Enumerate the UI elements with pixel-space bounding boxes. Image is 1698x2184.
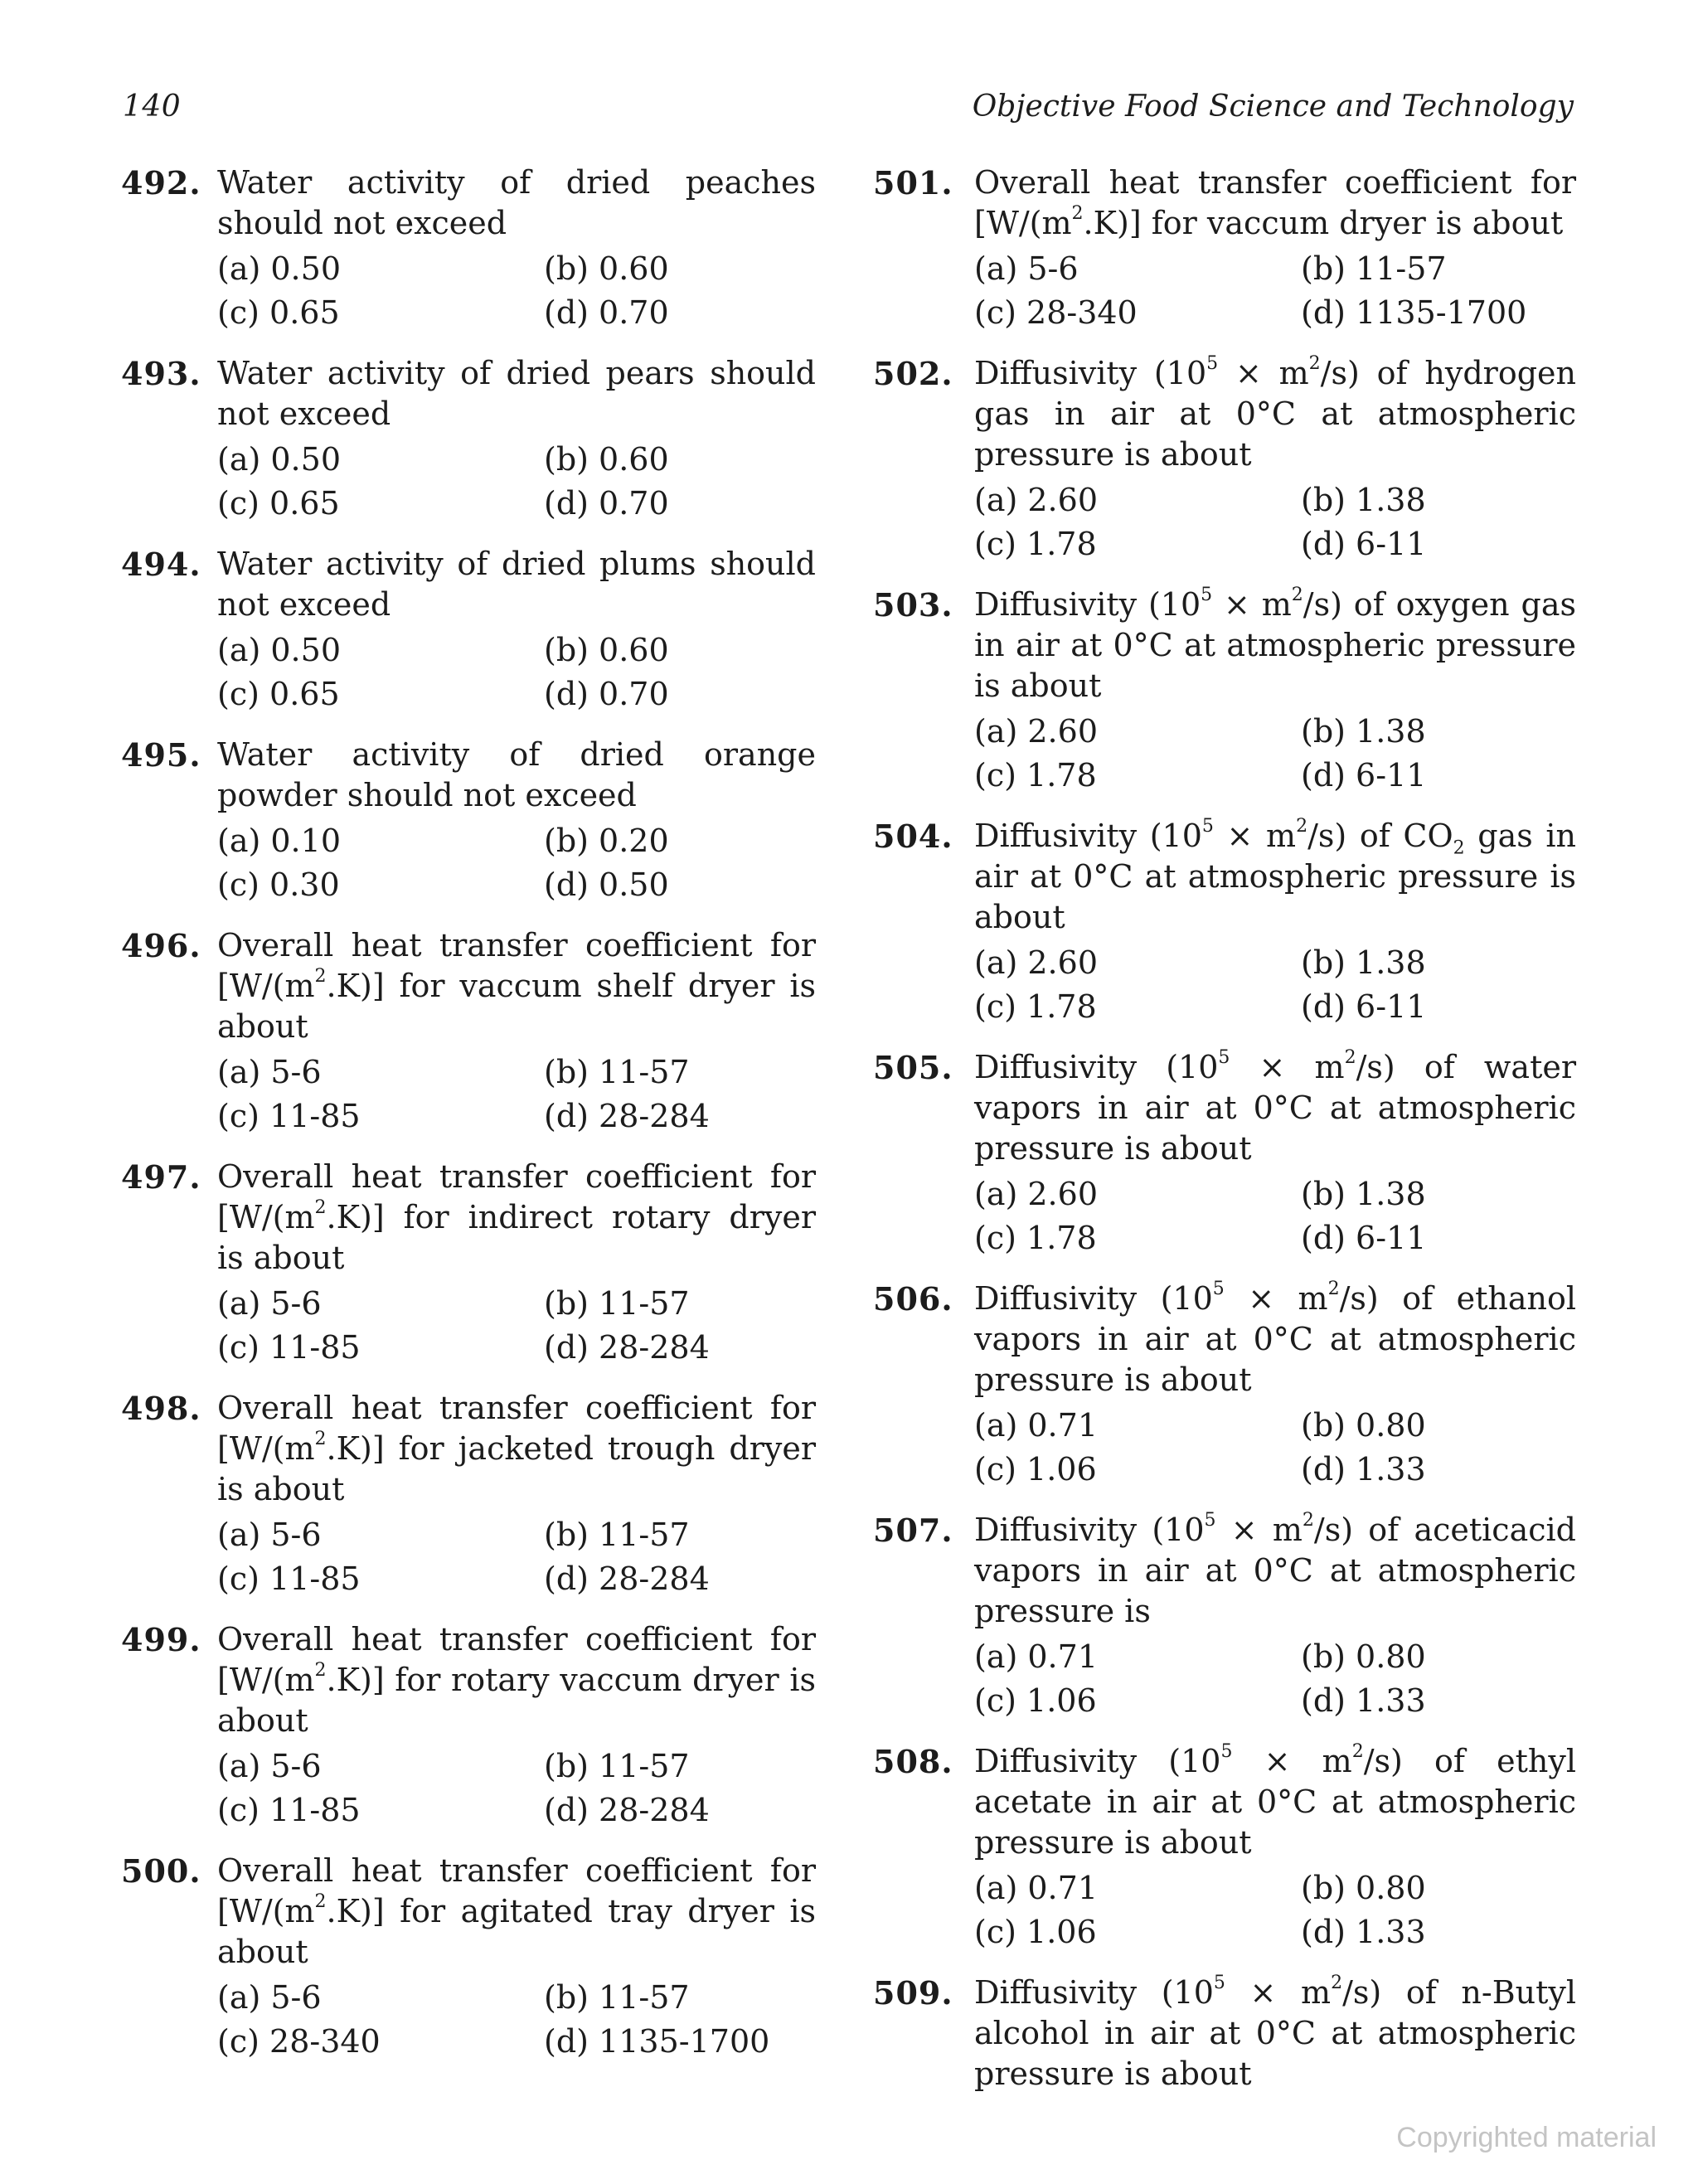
- question-text: Overall heat transfer coefficient for $[W/(m^2.K)]$ for agitated tray dryer is about: [217, 1852, 816, 1970]
- question-number: 509.: [873, 1974, 953, 2012]
- answer-options: [217, 819, 816, 907]
- option-b: (b) 1.38: [1301, 1176, 1426, 1212]
- question-number: 502.: [873, 355, 953, 392]
- option-c: (c) 1.06: [974, 1682, 1097, 1719]
- question-item: [121, 1388, 816, 1601]
- option-d: (d) 0.70: [544, 294, 669, 331]
- option-d: (d) 0.70: [544, 485, 669, 522]
- question-item: [873, 1279, 1576, 1492]
- option-b: (b) 0.60: [544, 441, 669, 478]
- option-b: (b) 11-57: [1301, 250, 1447, 287]
- question-text: Diffusivity $(10^5 \times m^2/s)$ of ethanol vapors in air at 0°C at atmospheric pressure is about: [974, 1279, 1577, 1398]
- question-number: 506.: [873, 1280, 953, 1318]
- question-number: 505.: [873, 1049, 953, 1086]
- question-item: [873, 585, 1576, 798]
- option-b: (b) 11-57: [544, 1979, 690, 2016]
- option-c: (c) 0.65: [217, 294, 340, 331]
- question-number: 501.: [873, 164, 953, 201]
- option-a: (a) 2.60: [974, 482, 1098, 518]
- option-a: (a) 2.60: [974, 1176, 1098, 1212]
- question-text: Overall heat transfer coefficient for $[W/(m^2.K)]$ for indirect rotary dryer is about: [217, 1158, 816, 1276]
- question-item: [121, 1851, 816, 2064]
- option-a: (a) 5-6: [217, 1748, 322, 1784]
- option-a: (a) 0.10: [217, 823, 341, 859]
- watermark: Copyrighted material: [1396, 2122, 1657, 2153]
- question-text: Diffusivity $(10^5 \times m^2/s)$ of water vapors in air at 0°C at atmospheric pressure is about: [974, 1047, 1576, 1167]
- question-item: [121, 925, 816, 1138]
- option-b: (b) 1.38: [1301, 944, 1426, 981]
- page-number: 140: [123, 90, 182, 124]
- option-c: (c) 1.78: [974, 757, 1097, 794]
- option-d: (d) 28-284: [544, 1560, 710, 1597]
- answer-options: [974, 710, 1576, 798]
- option-b: (b) 11-57: [544, 1285, 690, 1322]
- answer-options: [974, 1172, 1576, 1260]
- option-a: (a) 0.50: [217, 632, 341, 668]
- option-d: (d) 6-11: [1301, 526, 1427, 562]
- option-d: (d) 1.33: [1301, 1682, 1426, 1719]
- option-d: (d) 1135-1700: [544, 2023, 770, 2060]
- question-number: 503.: [873, 586, 953, 624]
- option-a: (a) 0.71: [974, 1638, 1098, 1675]
- option-c: (c) 11-85: [217, 1098, 361, 1134]
- option-b: (b) 11-57: [544, 1054, 690, 1090]
- question-number: 495.: [121, 736, 201, 774]
- option-d: (d) 6-11: [1301, 1220, 1427, 1256]
- option-a: (a) 2.60: [974, 713, 1098, 750]
- option-a: (a) 5-6: [217, 1054, 322, 1090]
- option-c: (c) 0.30: [217, 866, 340, 903]
- question-number: 498.: [121, 1390, 201, 1427]
- question-item: [121, 544, 816, 716]
- answer-options: [217, 1282, 816, 1370]
- option-c: (c) 1.78: [974, 988, 1097, 1025]
- answer-options: [217, 438, 816, 526]
- option-c: (c) 1.78: [974, 526, 1097, 562]
- question-text: Overall heat transfer coefficient for $[W/(m^2.K)]$ for rotary vaccum dryer is about: [217, 1621, 816, 1739]
- question-item: [121, 163, 816, 335]
- option-a: (a) 0.71: [974, 1870, 1098, 1906]
- question-item: [873, 816, 1576, 1029]
- option-b: (b) 0.20: [544, 823, 669, 859]
- question-item: [121, 1157, 816, 1370]
- option-d: (d) 6-11: [1301, 757, 1427, 794]
- question-text: Diffusivity $(10^5 \times m^2/s)$ of aceticacid vapors in air at 0°C at atmospheric pressure is: [974, 1510, 1576, 1629]
- answer-options: [974, 941, 1576, 1029]
- option-d: (d) 1135-1700: [1301, 294, 1527, 331]
- book-title: Objective Food Science and Technology: [972, 90, 1574, 124]
- question-text: Overall heat transfer coefficient for $[W/(m^2.K)]$ for jacketed trough dryer is about: [217, 1390, 816, 1507]
- question-text: Overall heat transfer coefficient for $[W/(m^2.K)]$ for vaccum dryer is about: [974, 164, 1576, 241]
- option-b: (b) 11-57: [544, 1748, 690, 1784]
- question-item: [121, 353, 816, 526]
- option-a: (a) 5-6: [974, 250, 1079, 287]
- option-c: (c) 1.06: [974, 1914, 1097, 1950]
- option-a: (a) 2.60: [974, 944, 1098, 981]
- answer-options: [217, 1513, 816, 1601]
- option-c: (c) 11-85: [217, 1560, 361, 1597]
- right-column: [873, 163, 1576, 2113]
- answer-options: [974, 247, 1576, 335]
- option-c: (c) 0.65: [217, 676, 340, 712]
- option-c: (c) 28-340: [974, 294, 1138, 331]
- question-number: 499.: [121, 1621, 201, 1658]
- question-number: 494.: [121, 546, 201, 583]
- option-a: (a) 0.50: [217, 250, 341, 287]
- answer-options: [217, 247, 816, 335]
- question-text: Diffusivity $(10^5 \times m^2/s)$ of n-Butyl alcohol in air at 0°C at atmospheric pressure is about: [974, 1973, 1576, 2092]
- option-d: (d) 1.33: [1301, 1451, 1426, 1488]
- question-number: 497.: [121, 1158, 201, 1196]
- question-number: 507.: [873, 1512, 953, 1549]
- option-d: (d) 0.70: [544, 676, 669, 712]
- question-text: Diffusivity $(10^5 \times m^2/s)$ of hydrogen gas in air at 0°C at atmospheric pressure is about: [974, 353, 1577, 473]
- option-c: (c) 0.65: [217, 485, 340, 522]
- question-text: Water activity of dried orange powder should not exceed: [217, 736, 816, 813]
- option-b: (b) 11-57: [544, 1517, 690, 1553]
- question-item: [121, 1619, 816, 1832]
- option-b: (b) 0.80: [1301, 1638, 1426, 1675]
- option-b: (b) 0.60: [544, 250, 669, 287]
- left-column: [121, 163, 816, 2082]
- answer-options: [217, 629, 816, 716]
- question-item: [873, 353, 1576, 566]
- option-c: (c) 11-85: [217, 1329, 361, 1366]
- option-c: (c) 11-85: [217, 1792, 361, 1828]
- question-item: [873, 1510, 1576, 1723]
- option-d: (d) 28-284: [544, 1098, 710, 1134]
- answer-options: [217, 1745, 816, 1832]
- option-d: (d) 0.50: [544, 866, 669, 903]
- question-item: [873, 1973, 1576, 2094]
- question-text: Water activity of dried plums should not exceed: [217, 546, 816, 623]
- question-text: Water activity of dried pears should not exceed: [217, 355, 816, 432]
- option-d: (d) 1.33: [1301, 1914, 1426, 1950]
- question-text: Diffusivity $(10^5 \times m^2/s)$ of $CO_2$ gas in air at 0°C at atmospheric pressure is about: [974, 816, 1576, 935]
- question-number: 508.: [873, 1743, 953, 1780]
- answer-options: [974, 1404, 1576, 1492]
- option-b: (b) 0.80: [1301, 1870, 1426, 1906]
- option-b: (b) 1.38: [1301, 713, 1426, 750]
- option-c: (c) 1.06: [974, 1451, 1097, 1488]
- question-text: Diffusivity $(10^5 \times m^2/s)$ of ethyl acetate in air at 0°C at atmospheric pressure is about: [974, 1741, 1576, 1861]
- option-a: (a) 0.71: [974, 1407, 1098, 1444]
- answer-options: [217, 1051, 816, 1138]
- question-number: 496.: [121, 927, 201, 964]
- question-text: Water activity of dried peaches should not exceed: [217, 164, 816, 241]
- question-number: 492.: [121, 164, 201, 201]
- option-d: (d) 6-11: [1301, 988, 1427, 1025]
- option-b: (b) 1.38: [1301, 482, 1426, 518]
- question-item: [121, 735, 816, 907]
- question-item: [873, 1741, 1576, 1954]
- question-item: [873, 1047, 1576, 1260]
- question-text: Overall heat transfer coefficient for $[W/(m^2.K)]$ for vaccum shelf dryer is about: [217, 927, 816, 1045]
- option-c: (c) 1.78: [974, 1220, 1097, 1256]
- question-number: 500.: [121, 1852, 201, 1890]
- answer-options: [974, 1866, 1576, 1954]
- option-a: (a) 5-6: [217, 1979, 322, 2016]
- question-item: [873, 163, 1576, 335]
- answer-options: [217, 1976, 816, 2064]
- question-number: 504.: [873, 818, 953, 855]
- question-number: 493.: [121, 355, 201, 392]
- answer-options: [974, 478, 1576, 566]
- option-b: (b) 0.80: [1301, 1407, 1426, 1444]
- option-d: (d) 28-284: [544, 1329, 710, 1366]
- question-text: Diffusivity $(10^5 \times m^2/s)$ of oxygen gas in air at 0°C at atmospheric pressure is about: [974, 585, 1576, 704]
- option-a: (a) 5-6: [217, 1285, 322, 1322]
- option-b: (b) 0.60: [544, 632, 669, 668]
- option-a: (a) 5-6: [217, 1517, 322, 1553]
- option-a: (a) 0.50: [217, 441, 341, 478]
- option-d: (d) 28-284: [544, 1792, 710, 1828]
- answer-options: [974, 1635, 1576, 1723]
- option-c: (c) 28-340: [217, 2023, 381, 2060]
